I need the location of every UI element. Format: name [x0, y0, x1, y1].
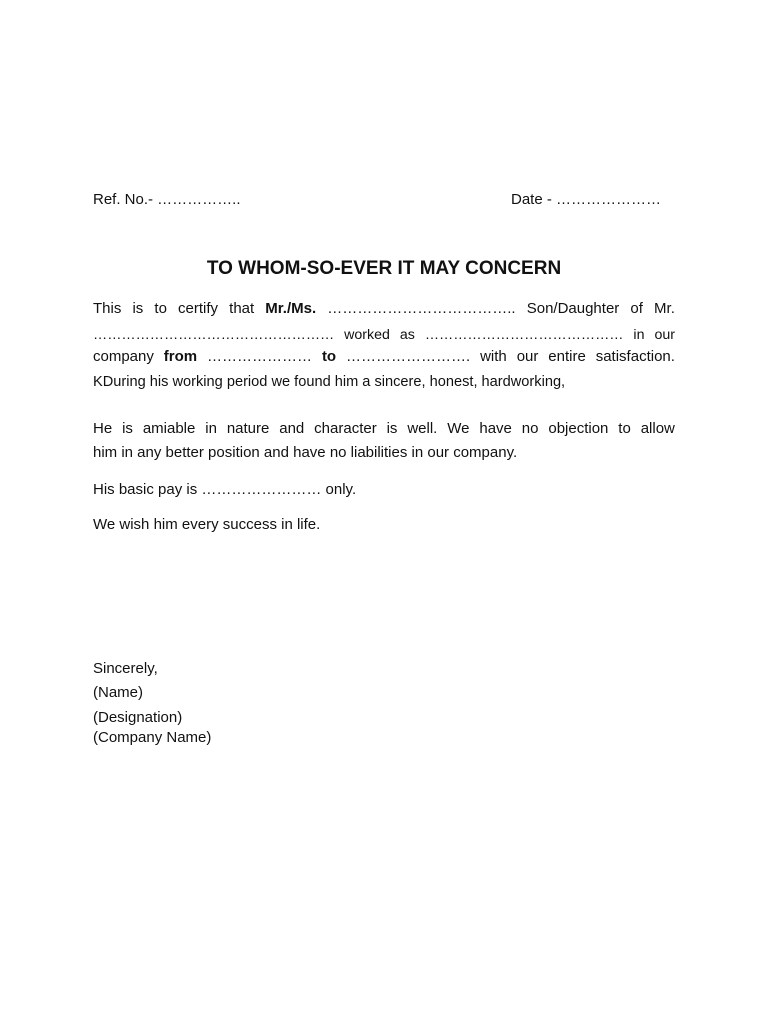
word: that — [229, 300, 255, 317]
word: is — [122, 420, 133, 437]
date-field: Date - ………………… — [511, 191, 662, 208]
word: certify — [178, 300, 219, 317]
word: well. — [407, 420, 438, 437]
word: to — [618, 420, 631, 437]
body-line-1 — [93, 299, 675, 319]
word: is — [132, 300, 144, 317]
ref-number: Ref. No.- …………….. — [93, 191, 241, 208]
word: in — [205, 420, 217, 437]
word: in — [633, 327, 645, 343]
closing-wish: We wish him every success in life. — [93, 516, 321, 533]
word: company — [93, 348, 154, 365]
blank-from-date: ………………… — [207, 348, 313, 365]
word: as — [399, 327, 415, 343]
word: our — [516, 348, 539, 365]
word: our — [654, 327, 675, 343]
word: worked — [344, 327, 390, 343]
basic-pay-line: His basic pay is …………………… only. — [93, 481, 357, 498]
word: objection — [548, 420, 609, 437]
company-name: (Company Name) — [93, 729, 212, 746]
blank-to-date: ……………………. — [346, 348, 471, 365]
word: character — [314, 420, 377, 437]
word: have — [479, 420, 512, 437]
word: Son/Daughter — [526, 300, 620, 317]
word: Mr. — [654, 300, 675, 317]
blank-name: ……………………………….. — [327, 300, 516, 317]
word-to: to — [321, 348, 337, 365]
word: and — [279, 420, 305, 437]
word: satisfaction. — [595, 348, 675, 365]
signatory-name: (Name) — [93, 684, 144, 701]
blank-designation: …………………………………… — [424, 327, 624, 343]
body-line-5 — [93, 419, 675, 439]
body-line-2 — [93, 325, 675, 345]
word: He — [93, 420, 113, 437]
word: is — [386, 420, 398, 437]
word: We — [447, 420, 470, 437]
sign-off: Sincerely, — [93, 660, 158, 677]
word: This — [93, 300, 122, 317]
word: amiable — [142, 420, 196, 437]
word: allow — [640, 420, 675, 437]
blank-parent-name: …………………………………………… — [93, 327, 335, 343]
letter-title: TO WHOM-SO-EVER IT MAY CONCERN — [206, 258, 562, 279]
body-line-4: KDuring his working period we found him a sincere, honest, hardworking, — [93, 374, 566, 390]
word: entire — [548, 348, 586, 365]
word: to — [154, 300, 167, 317]
word: with — [480, 348, 507, 365]
word: nature — [226, 420, 270, 437]
signatory-designation: (Designation) — [93, 709, 183, 726]
body-line-3 — [93, 347, 675, 367]
word-from: from — [163, 348, 198, 365]
body-line-6: him in any better position and have no liabilities in our company. — [93, 444, 518, 461]
word: no — [521, 420, 539, 437]
word-mr-ms: Mr./Ms. — [265, 300, 317, 317]
word: of — [630, 300, 643, 317]
